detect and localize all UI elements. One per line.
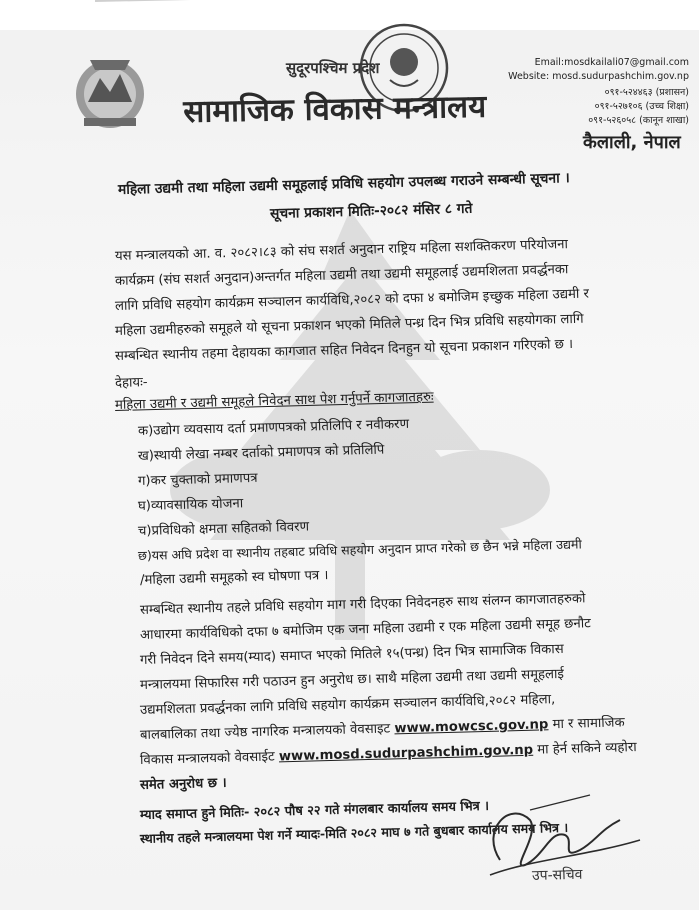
list-item: घ)व्यावसायिक योजना: [137, 496, 244, 514]
ministry-name: सामाजिक विकास मन्त्रालय: [183, 88, 487, 130]
contact-phone-admin: ०९१-५२४४६३ (प्रशासन): [604, 87, 689, 98]
para2-line: समेत अनुरोध छ ।: [139, 775, 227, 793]
list-item: ग)कर चुक्ताको प्रमाणपत्र: [137, 470, 258, 489]
para1-line: कार्यक्रम (संघ सशर्त अनुदान)अन्तर्गत महिला उद्यमी तथा उद्यमी समूहलाई उद्यमशिलता प्रवर्द्धनका: [114, 262, 569, 289]
signature-label: उप-सचिव: [531, 866, 583, 884]
para1-line: यस मन्त्रालयको आ. व. २०८२।८३ को संघ सशर्त अनुदान राष्ट्रिय महिला सशक्तिकरण परियोजना: [114, 237, 569, 264]
para1-line: महिला उद्यमीहरुको समूहले यो सूचना प्रकाशन भएको मितिले पन्ध्र दिन भित्र प्रविधि सहयोगका लागि: [114, 311, 584, 339]
mosd-website-link[interactable]: www.mosd.sudurpashchim.gov.np: [278, 742, 534, 765]
page-fold: [0, 0, 699, 30]
location: कैलाली, नेपाल: [583, 132, 681, 153]
deadline-application: म्याद समाप्त हुने मितिः- २०८२ पौष २२ गते मंगलबार कार्यालय समय भित्र ।: [139, 798, 490, 823]
list-item: छ)यस अघि प्रदेश वा स्थानीय तहबाट प्रविधि सहयोग अनुदान प्राप्त गरेको छ छैन भन्ने महिला उद्यमी: [137, 536, 582, 563]
para1-line: लागि प्रविधि सहयोग कार्यक्रम सञ्चालन कार्यविधि,२०८२ को दफा ४ बमोजिम इच्छुक महिला उद्यमी र: [114, 286, 590, 314]
list-item: क)उद्योग व्यवसाय दर्ता प्रमाणपत्रको प्रतिलिपि र नवीकरण: [137, 416, 410, 439]
list-item: ख)स्थायी लेखा नम्बर दर्ताको प्रमाणपत्र को प्रतिलिपि: [137, 442, 385, 464]
nepal-emblem-icon: [70, 52, 150, 132]
mowcsc-website-link[interactable]: www.mowcsc.gov.np: [394, 717, 549, 737]
list-heading: महिला उद्यमी र उद्यमी समूहले निवेदन साथ पेश गर्नुपर्ने कागजातहरुः: [114, 389, 434, 413]
para2-line: सम्बन्धित स्थानीय तहले प्रविधि सहयोग माग गरी दिएका निवेदनहरु साथ संलग्न कागजातहरुको: [139, 591, 586, 618]
para2-text: विकास मन्त्रालयको वेवसाईट: [139, 749, 275, 768]
para2-line: आधारमा कार्यविधिको दफा ७ बमोजिम एक जना महिला उद्यमी र एक महिला उद्यमी समूह छनौट: [139, 616, 592, 643]
para2-line: [140, 737, 637, 768]
province-name: सुदूरपश्चिम प्रदेश: [286, 59, 380, 77]
contact-phone-law: ०९१-५२६०५८ (कानून शाखा): [588, 115, 689, 126]
contact-phone-higher-edu: ०९१-५२७१०६ (उच्च शिक्षा): [594, 101, 689, 112]
contact-email: Email:mosdkailali07@gmail.com: [534, 57, 689, 68]
para2-line: उद्यमशिलता प्रवर्द्धनका लागि प्रविधि सहयोग कार्यक्रम सञ्चालन कार्यविधि,२०८२ महिला,: [139, 692, 556, 718]
notice-title: महिला उद्यमी तथा महिला उद्यमी समूहलाई प्रविधि सहयोग उपलब्ध गराउने सम्बन्धी सूचना ।: [117, 170, 570, 198]
para2-line: मन्त्रालयमा सिफारिस गरी पठाउन हुन अनुरोध छ। साथै महिला उद्यमी तथा उद्यमी समूहलाई: [139, 666, 565, 693]
para2-line: गरी निवेदन दिने समय(म्याद) समाप्त भएको मितिले १५(पन्ध्र) दिन भित्र सामाजिक विकास: [139, 641, 564, 668]
deadline-submission: स्थानीय तहले मन्त्रालयमा पेश गर्ने म्यादः-मिति २०८२ माघ ७ गते बुधबार कार्यालय समय भित्र ।: [139, 819, 569, 846]
para1-line: सम्बन्धित स्थानीय तहमा देहायका कागजात सहित निवेदन दिनहुन यो सूचना प्रकाशन गरिएको छ ।: [114, 337, 574, 364]
list-item: /महिला उद्यमी समूहको स्व घोषणा पत्र ।: [139, 568, 329, 588]
para2-text: मा हेर्न सकिने व्यहोरा: [537, 739, 637, 758]
para2-text: बालबालिका तथा ज्येष्ठ नागरिक मन्त्रालयको वेवसाइट: [139, 721, 391, 743]
notice-date: सूचना प्रकाशन मितिः-२०८२ मंसिर ८ गते: [269, 200, 473, 222]
dehaya-label: देहायः-: [114, 375, 148, 391]
contact-website: Website: mosd.sudurpashchim.gov.np: [508, 71, 689, 82]
para2-text: मा र सामाजिक: [552, 715, 625, 733]
list-item: च)प्रविधिको क्षमता सहितको विवरण: [137, 519, 310, 539]
